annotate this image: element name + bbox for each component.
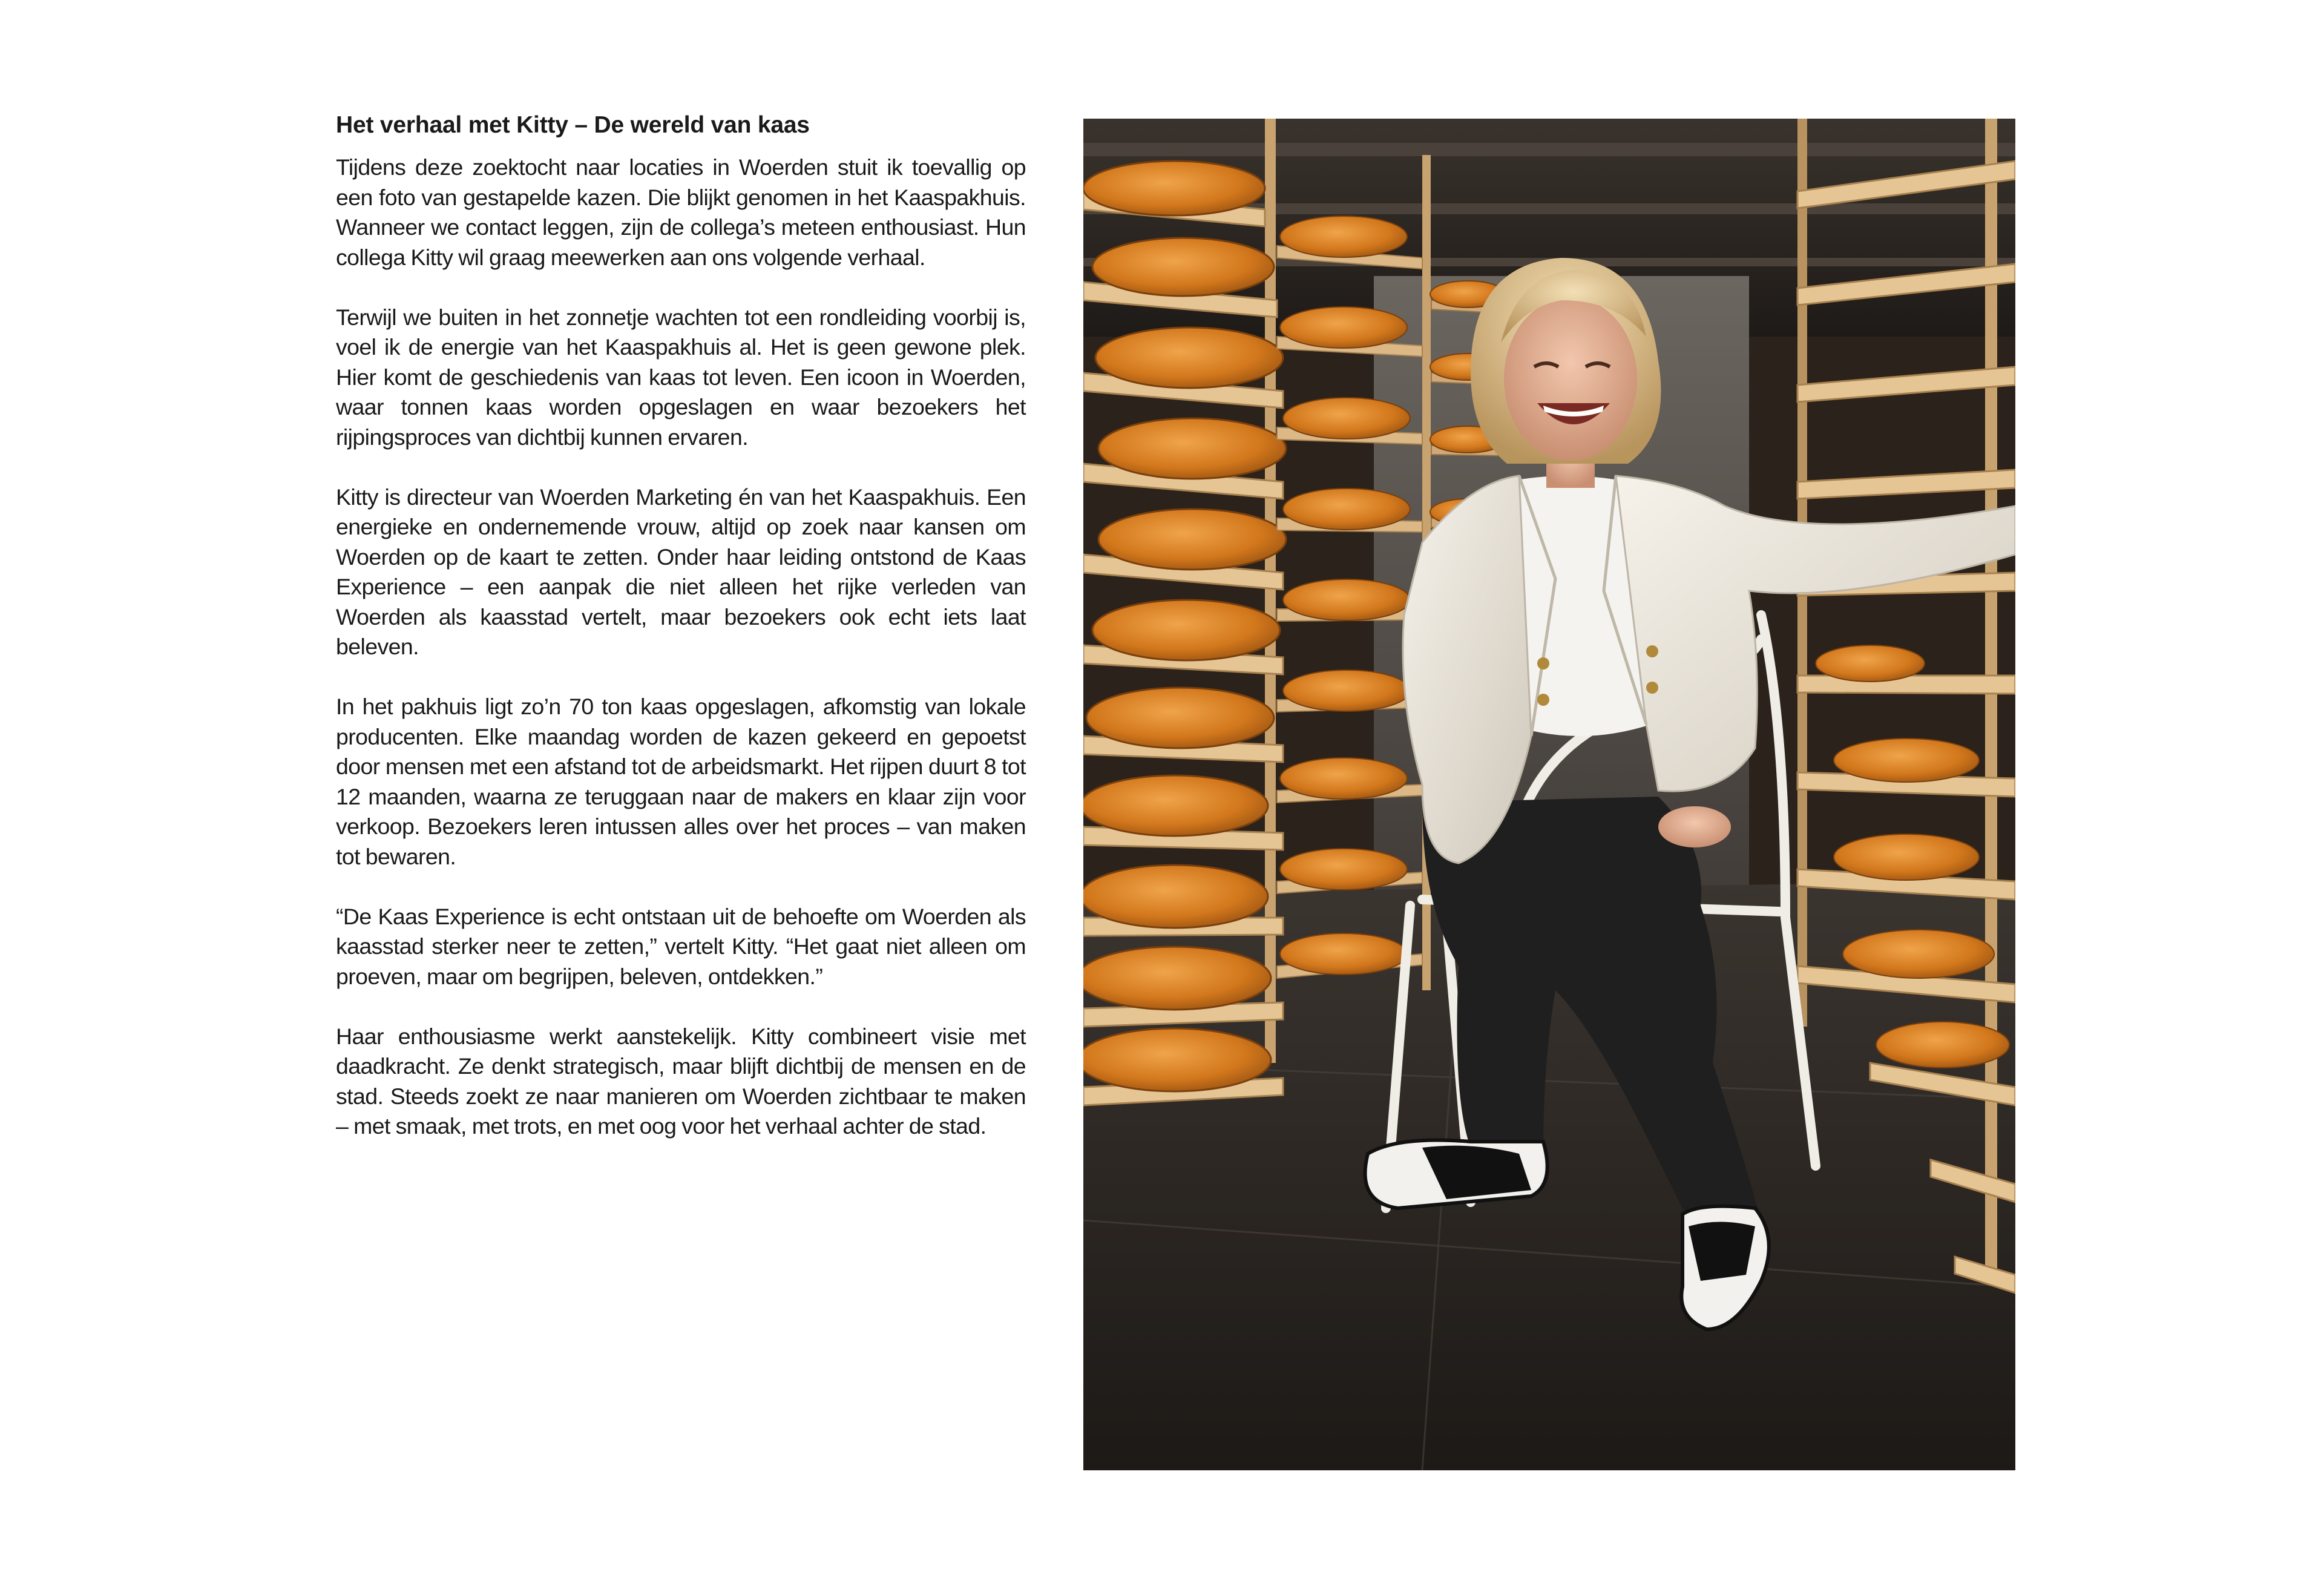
article-quote-paragraph: “De Kaas Experience is echt ontstaan uit de behoefte om Woerden als kaasstad sterker neer te zetten,” vertelt Kitty. “Het gaat niet alleen om proeven, maar om begrijpen, beleven, ontdekken.” (336, 903, 1026, 989)
article-title: Het verhaal met Kitty – De wereld van kaas (336, 112, 810, 138)
article-paragraph: Kitty is directeur van Woerden Marketing én van het Kaaspakhuis. Een energieke en ondernemende vrouw, altijd op zoek naar kansen om Woerden op de kaart te zetten. Onder haar leiding ontstond de Kaas Experience – een aanpak die niet alleen het rijke verleden van Woerden als kaasstad vertelt, maar bezoekers ook echt iets laat beleven. (336, 484, 1026, 659)
portrait-photo (1083, 119, 2015, 1470)
portrait-photo-icon (1083, 119, 2015, 1470)
article-paragraph: In het pakhuis ligt zo’n 70 ton kaas opgeslagen, afkomstig van lokale producenten. Elke maandag worden de kazen gekeerd en gepoetst door mensen met een afstand tot de arbeidsmarkt. Het rijpen duurt 8 tot 12 maanden, waarna ze teruggaan naar de makers en klaar zijn voor verkoop. Bezoekers leren intussen alles over het proces – van maken tot bewaren. (336, 694, 1026, 869)
article-text-column (336, 110, 1026, 1171)
article-paragraph: Haar enthousiasme werkt aanstekelijk. Kitty combineert visie met daadkracht. Ze denkt strategisch, maar blijft dichtbij de mensen en de stad. Steeds zoekt ze naar manieren om Woerden zichtbaar te maken – met smaak, met trots, en met oog voor het verhaal achter de stad. (336, 1023, 1026, 1139)
article-paragraph: Tijdens deze zoektocht naar locaties in Woerden stuit ik toevallig op een foto van gestapelde kazen. Die blijkt genomen in het Kaaspakhuis. Wanneer we contact leggen, zijn de collega’s meteen enthousiast. Hun collega Kitty wil graag meewerken aan ons volgende verhaal. (336, 154, 1026, 270)
article-paragraph: Terwijl we buiten in het zonnetje wachten tot een rondleiding voorbij is, voel ik de energie van het Kaaspakhuis al. Het is geen gewone plek. Hier komt de geschiedenis van kaas tot leven. Een icoon in Woerden, waar tonnen kaas worden opgeslagen en waar bezoekers het rijpingsproces van dichtbij kunnen ervaren. (336, 304, 1026, 450)
